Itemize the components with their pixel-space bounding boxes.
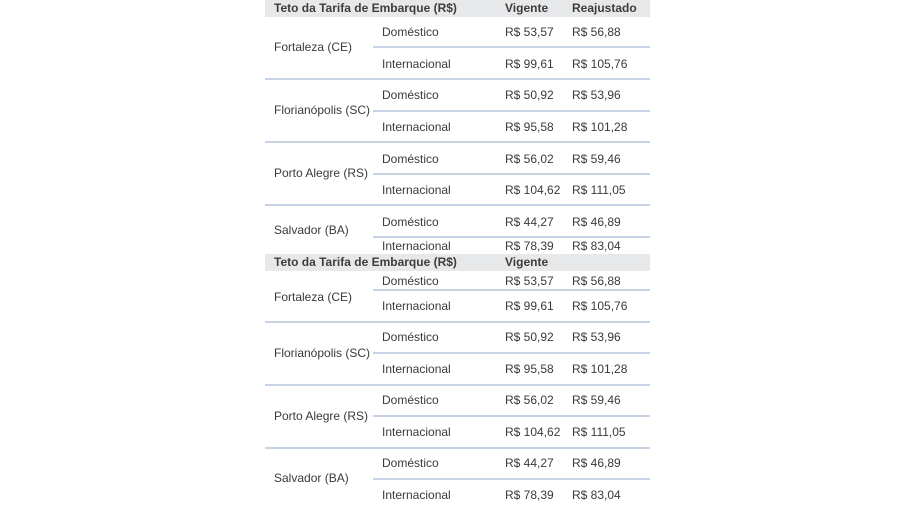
row-type: Internacional: [382, 362, 451, 376]
row-reajustado: R$ 53,96: [572, 330, 621, 344]
row-type: Internacional: [382, 239, 451, 253]
row-divider: [373, 173, 650, 175]
fare-table-bottom: [265, 254, 650, 509]
row-reajustado: R$ 101,28: [572, 362, 628, 376]
row-type: Doméstico: [382, 215, 439, 229]
row-vigente: R$ 44,27: [505, 456, 554, 470]
group-divider: [265, 204, 650, 206]
row-divider: [373, 352, 650, 354]
table-header: [265, 0, 650, 17]
row-type: Internacional: [382, 488, 451, 502]
row-reajustado: R$ 105,76: [572, 57, 628, 71]
row-vigente: R$ 104,62: [505, 425, 561, 439]
header-vigente: Vigente: [505, 255, 549, 269]
row-vigente: R$ 99,61: [505, 57, 554, 71]
header-vigente: Vigente: [505, 1, 549, 15]
row-divider: [373, 236, 650, 238]
row-vigente: R$ 78,39: [505, 239, 554, 253]
row-type: Doméstico: [382, 393, 439, 407]
city-porto-alegre: Porto Alegre (RS): [274, 166, 369, 180]
city-porto-alegre: Porto Alegre (RS): [274, 409, 369, 423]
row-vigente: R$ 53,57: [505, 274, 554, 288]
header-title: Teto da Tarifa de Embarque (R$): [274, 1, 457, 15]
city-salvador: Salvador (BA): [274, 223, 349, 237]
group-divider: [265, 78, 650, 80]
group-divider: [265, 321, 650, 323]
row-type: Doméstico: [382, 456, 439, 470]
row-reajustado: R$ 56,88: [572, 274, 621, 288]
header-title: Teto da Tarifa de Embarque (R$): [274, 255, 457, 269]
row-vigente: R$ 50,92: [505, 88, 554, 102]
city-fortaleza: Fortaleza (CE): [274, 40, 353, 54]
row-vigente: R$ 78,39: [505, 488, 554, 502]
row-type: Internacional: [382, 425, 451, 439]
row-reajustado: R$ 111,05: [572, 183, 626, 197]
row-vigente: R$ 56,02: [505, 152, 554, 166]
city-florianopolis: Florianópolis (SC): [274, 346, 371, 360]
row-vigente: R$ 44,27: [505, 215, 554, 229]
row-divider: [373, 478, 650, 480]
row-reajustado: R$ 83,04: [572, 239, 621, 253]
row-type: Doméstico: [382, 330, 439, 344]
row-vigente: R$ 99,61: [505, 299, 554, 313]
row-vigente: R$ 95,58: [505, 120, 554, 134]
row-vigente: R$ 50,92: [505, 330, 554, 344]
table-header: [265, 254, 650, 271]
row-vigente: R$ 53,57: [505, 25, 554, 39]
row-divider: [373, 46, 650, 48]
row-type: Doméstico: [382, 25, 439, 39]
row-type: Internacional: [382, 57, 451, 71]
city-florianopolis: Florianópolis (SC): [274, 103, 371, 117]
group-divider: [265, 447, 650, 449]
row-divider: [373, 110, 650, 112]
row-reajustado: R$ 56,88: [572, 25, 621, 39]
row-type: Doméstico: [382, 152, 439, 166]
row-divider: [373, 415, 650, 417]
row-vigente: R$ 104,62: [505, 183, 561, 197]
row-type: Doméstico: [382, 274, 439, 288]
row-reajustado: R$ 53,96: [572, 88, 621, 102]
header-reajustado: Reajustado: [572, 1, 637, 15]
group-divider: [265, 384, 650, 386]
row-reajustado: R$ 83,04: [572, 488, 621, 502]
row-reajustado: R$ 46,89: [572, 456, 621, 470]
row-reajustado: R$ 101,28: [572, 120, 628, 134]
row-type: Doméstico: [382, 88, 439, 102]
row-divider: [373, 289, 650, 291]
row-type: Internacional: [382, 299, 451, 313]
row-reajustado: R$ 59,46: [572, 393, 621, 407]
row-reajustado: R$ 105,76: [572, 299, 628, 313]
row-reajustado: R$ 46,89: [572, 215, 621, 229]
row-type: Internacional: [382, 183, 451, 197]
row-type: Internacional: [382, 120, 451, 134]
row-vigente: R$ 95,58: [505, 362, 554, 376]
row-vigente: R$ 56,02: [505, 393, 554, 407]
row-reajustado: R$ 59,46: [572, 152, 621, 166]
group-divider: [265, 141, 650, 143]
city-fortaleza: Fortaleza (CE): [274, 290, 353, 304]
city-salvador: Salvador (BA): [274, 471, 349, 485]
row-reajustado: R$ 111,05: [572, 425, 626, 439]
fare-table-top: [265, 0, 650, 254]
